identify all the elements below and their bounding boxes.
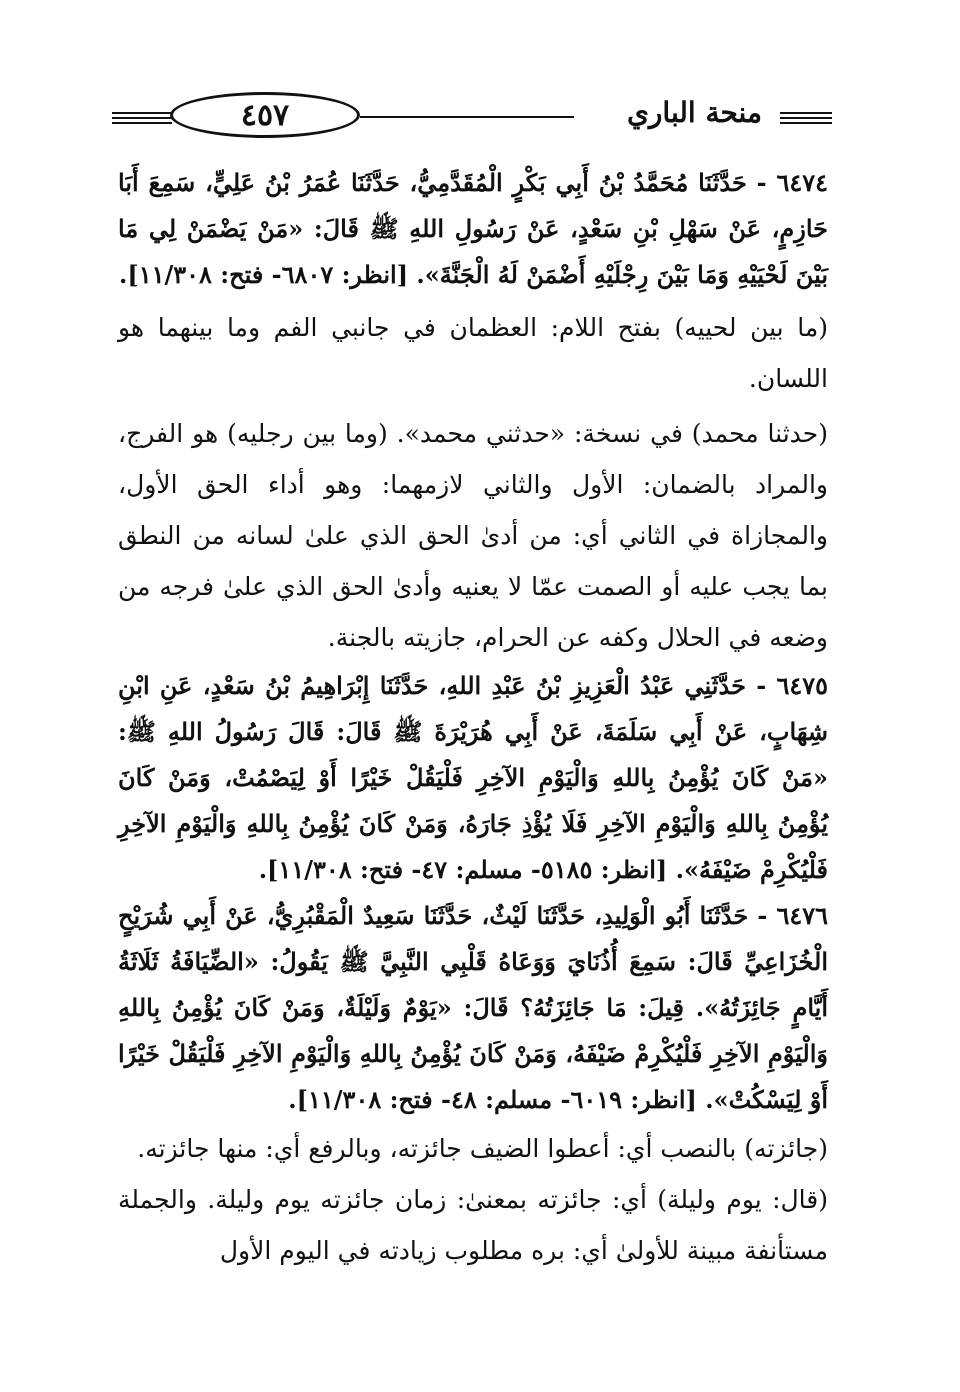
page-number: ٤٥٧ (240, 97, 290, 133)
page-header (112, 88, 832, 148)
header-left-rules (112, 110, 172, 124)
commentary-paragraph: (حدثنا محمد) في نسخة: «حدثني محمد». (وما بين رجليه) هو الفرج، والمراد بالضمان: الأول والثاني لازمهما: وهو أداء الحق الأول، والمجازاة في الثاني أي: من أدىٰ الحق الذي علىٰ لسانه من النطق بما يجب عليه أو الصمت عمّا لا يعنيه وأدىٰ الحق الذي علىٰ فرجه من وضعه في الحلال وكفه عن الحرام، جازيته بالجنة. (118, 419, 828, 652)
page-number-oval (170, 92, 360, 138)
book-title: منحة الباري (626, 96, 762, 129)
commentary-paragraph: (جائزته) بالنصب أي: أعطوا الضيف جائزته، وبالرفع أي: منها جائزته. (137, 1134, 828, 1163)
hadith-6474: ٦٤٧٤ - حَدَّثَنَا مُحَمَّدُ بْنُ أَبِي بَكْرٍ الْمُقَدَّمِيُّ، حَدَّثَنَا عُمَرُ بْنُ عَلِيٍّ، سَمِعَ أَبَا حَازِمٍ، عَنْ سَهْلِ بْنِ سَعْدٍ، عَنْ رَسُولِ اللهِ ﷺ قَالَ: «مَنْ يَضْمَنْ لِي مَا بَيْنَ لَحْيَيْهِ وَمَا بَيْنَ رِجْلَيْهِ أَضْمَنْ لَهُ الْجَنَّةَ». [انظر: ٦٨٠٧- فتح: ١١/٣٠٨]. (118, 168, 829, 289)
page-body (118, 160, 828, 1276)
commentary-paragraph: (قال: يوم وليلة) أي: جائزته بمعنىٰ: زمان جائزته يوم وليلة. والجملة مستأنفة مبينة للأولىٰ أي: بره مطلوب زيادته في اليوم الأول (118, 1185, 828, 1265)
header-right-rules (780, 110, 832, 124)
header-divider-line (360, 116, 574, 118)
hadith-6476: ٦٤٧٦ - حَدَّثَنَا أَبُو الْوَلِيدِ، حَدَّثَنَا لَيْثٌ، حَدَّثَنَا سَعِيدٌ الْمَقْبُرِيُّ، عَنْ أَبِي شُرَيْحٍ الْخُزَاعِيِّ قَالَ: سَمِعَ أُذُنَايَ وَوَعَاهُ قَلْبِي النَّبِيَّ ﷺ يَقُولُ: «الضِّيَافَةُ ثَلَاثَةُ أَيَّامٍ جَائِزَتُهُ». قِيلَ: مَا جَائِزَتُهُ؟ قَالَ: «يَوْمٌ وَلَيْلَةٌ، وَمَنْ كَانَ يُؤْمِنُ بِاللهِ وَالْيَوْمِ الآخِرِ فَلْيُكْرِمْ ضَيْفَهُ، وَمَنْ كَانَ يُؤْمِنُ بِاللهِ وَالْيَوْمِ الآخِرِ فَلْيَقُلْ خَيْرًا أَوْ لِيَسْكُتْ». [انظر: ٦٠١٩- مسلم: ٤٨- فتح: ١١/٣٠٨]. (118, 901, 829, 1114)
hadith-6475: ٦٤٧٥ - حَدَّثَنِي عَبْدُ الْعَزِيزِ بْنُ عَبْدِ اللهِ، حَدَّثَنَا إِبْرَاهِيمُ بْنُ سَعْدٍ، عَنِ ابْنِ شِهَابٍ، عَنْ أَبِي سَلَمَةَ، عَنْ أَبِي هُرَيْرَةَ ﷺ قَالَ: قَالَ رَسُولُ اللهِ ﷺ: «مَنْ كَانَ يُؤْمِنُ بِاللهِ وَالْيَوْمِ الآخِرِ فَلْيَقُلْ خَيْرًا أَوْ لِيَصْمُتْ، وَمَنْ كَانَ يُؤْمِنُ بِاللهِ وَالْيَوْمِ الآخِرِ فَلَا يُؤْذِ جَارَهُ، وَمَنْ كَانَ يُؤْمِنُ بِاللهِ وَالْيَوْمِ الآخِرِ فَلْيُكْرِمْ ضَيْفَهُ». [انظر: ٥١٨٥- مسلم: ٤٧- فتح: ١١/٣٠٨]. (118, 671, 828, 884)
commentary-paragraph: (ما بين لحييه) بفتح اللام: العظمان في جانبي الفم وما بينهما هو اللسان. (118, 313, 828, 393)
